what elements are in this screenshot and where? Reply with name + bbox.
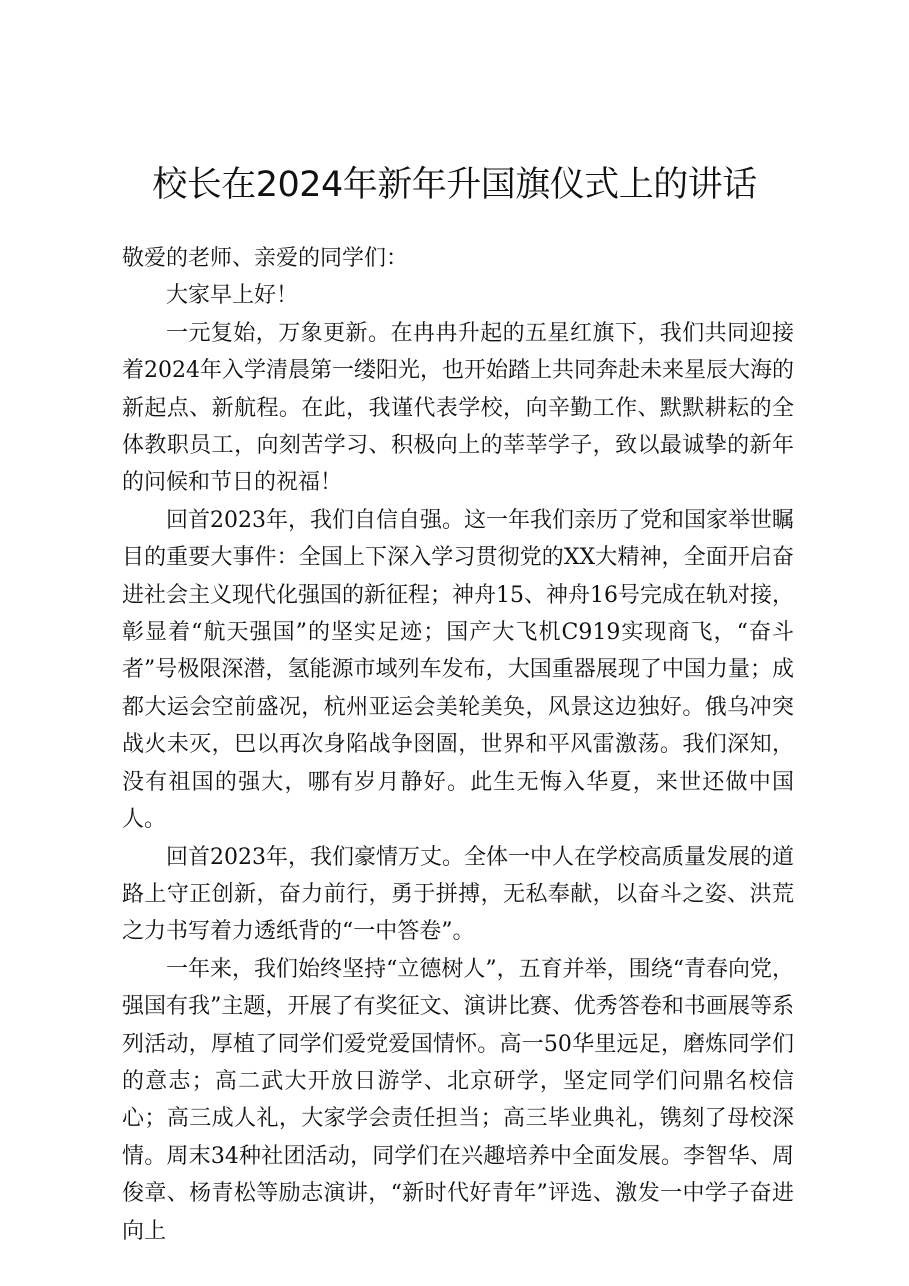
paragraph-greeting: 大家早上好！ — [166, 283, 299, 309]
paragraph-review-national: 回首2023年，我们自信自强。这一年我们亲历了党和国家举世瞩目的重要大事件：全国上下深入学习贯彻党的XX大精神，全面开启奋进社会主义现代化强国的新征程；神舟15、神舟16号完成在轨对接，彰显着“航天强国”的坚实足迹；国产大飞机C919实现商飞，“奋斗者”号极限深潜，氢能源市域列车发布，大国重器展现了中国力量；成都大运会空前盛况，杭州亚运会美轮美奂，风景这边独好。俄乌冲突战火未灭，巴以再次身陷战争囹圄，世界和平风雷激荡。我们深知，没有祖国的强大，哪有岁月静好。此生无悔入华夏，来世还做中国人。 — [122, 507, 794, 833]
salutation: 敬爱的老师、亲爱的同学们： — [122, 246, 409, 271]
paragraph-new-year: 一元复始，万象更新。在冉冉升起的五星红旗下，我们共同迎接着2024年入学清晨第一缕阳光，也开始踏上共同奔赴未来星辰大海的新起点、新航程。在此，我谨代表学校，向辛勤工作、默默耕耘的全体教职员工，向刻苦学习、积极向上的莘莘学子，致以最诚挚的新年的问候和节日的祝福！ — [122, 320, 794, 496]
document-title: 校长在2024年新年升国旗仪式上的讲话 — [152, 165, 757, 205]
document-body — [122, 240, 794, 1250]
paragraph-activities: 一年来，我们始终坚持“立德树人”，五育并举，围绕“青春向党，强国有我”主题，开展了有奖征文、演讲比赛、优秀答卷和书画展等系列活动，厚植了同学们爱党爱国情怀。高一50华里远足，磨炼同学们的意志；高二武大开放日游学、北京研学，坚定同学们问鼎名校信心；高三成人礼，大家学会责任担当；高三毕业典礼，镌刻了母校深情。周末34种社团活动，同学们在兴趣培养中全面发展。李智华、周俊章、杨青松等励志演讲，“新时代好青年”评选、激发一中学子奋进向上 — [122, 956, 794, 1244]
paragraph-review-school: 回首2023年，我们豪情万丈。全体一中人在学校高质量发展的道路上守正创新，奋力前行，勇于拼搏，无私奉献，以奋斗之姿、洪荒之力书写着力透纸背的“一中答卷”。 — [122, 844, 794, 945]
